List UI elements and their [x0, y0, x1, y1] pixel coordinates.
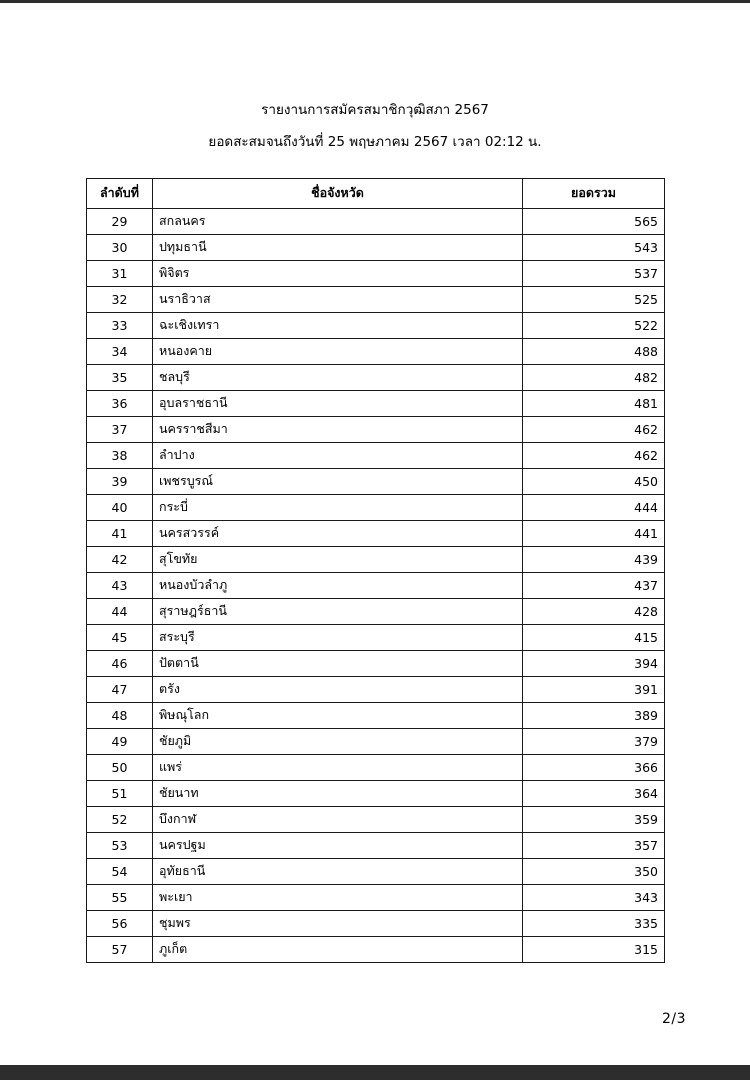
table-row — [87, 910, 665, 936]
province-registration-table — [86, 178, 665, 963]
table-row — [87, 442, 665, 468]
cell-total: 543 — [523, 234, 665, 260]
table-row — [87, 364, 665, 390]
table-row — [87, 390, 665, 416]
table-row — [87, 312, 665, 338]
table-row — [87, 676, 665, 702]
cell-rank: 38 — [87, 442, 153, 468]
cell-rank: 39 — [87, 468, 153, 494]
cell-rank: 40 — [87, 494, 153, 520]
cell-total: 482 — [523, 364, 665, 390]
table-row — [87, 468, 665, 494]
bottom-edge-bar — [0, 1065, 750, 1080]
table-row — [87, 728, 665, 754]
document-subtitle: ยอดสะสมจนถึงวันที่ 25 พฤษภาคม 2567 เวลา 02:12 น. — [208, 133, 542, 150]
cell-province-name: สระบุรี — [153, 624, 523, 650]
cell-province-name: นครปฐม — [153, 832, 523, 858]
cell-total: 428 — [523, 598, 665, 624]
cell-rank: 33 — [87, 312, 153, 338]
cell-rank: 52 — [87, 806, 153, 832]
cell-rank: 30 — [87, 234, 153, 260]
table-row — [87, 416, 665, 442]
cell-rank: 46 — [87, 650, 153, 676]
cell-rank: 37 — [87, 416, 153, 442]
cell-province-name: นครสวรรค์ — [153, 520, 523, 546]
cell-rank: 56 — [87, 910, 153, 936]
cell-rank: 50 — [87, 754, 153, 780]
table-row — [87, 546, 665, 572]
cell-rank: 55 — [87, 884, 153, 910]
cell-total: 439 — [523, 546, 665, 572]
cell-rank: 49 — [87, 728, 153, 754]
cell-rank: 45 — [87, 624, 153, 650]
table-row — [87, 260, 665, 286]
table-row — [87, 598, 665, 624]
column-header-province-name: ชื่อจังหวัด — [153, 178, 523, 208]
cell-total: 357 — [523, 832, 665, 858]
cell-rank: 54 — [87, 858, 153, 884]
table-row — [87, 520, 665, 546]
cell-province-name: พิจิตร — [153, 260, 523, 286]
table-body — [87, 208, 665, 962]
cell-province-name: กระบี่ — [153, 494, 523, 520]
document-page — [0, 3, 750, 1065]
cell-total: 359 — [523, 806, 665, 832]
cell-province-name: ชัยภูมิ — [153, 728, 523, 754]
table-header-row — [87, 178, 665, 208]
cell-province-name: แพร่ — [153, 754, 523, 780]
cell-province-name: สกลนคร — [153, 208, 523, 234]
cell-total: 350 — [523, 858, 665, 884]
cell-province-name: สุราษฎร์ธานี — [153, 598, 523, 624]
cell-total: 441 — [523, 520, 665, 546]
cell-total: 343 — [523, 884, 665, 910]
cell-rank: 48 — [87, 702, 153, 728]
title-block — [0, 3, 750, 150]
column-header-total: ยอดรวม — [523, 178, 665, 208]
cell-province-name: หนองคาย — [153, 338, 523, 364]
cell-province-name: หนองบัวลำภู — [153, 572, 523, 598]
table-row — [87, 884, 665, 910]
cell-province-name: ฉะเชิงเทรา — [153, 312, 523, 338]
table-row — [87, 624, 665, 650]
cell-rank: 44 — [87, 598, 153, 624]
cell-total: 394 — [523, 650, 665, 676]
cell-total: 488 — [523, 338, 665, 364]
cell-total: 391 — [523, 676, 665, 702]
cell-province-name: บึงกาฬ — [153, 806, 523, 832]
table-row — [87, 858, 665, 884]
cell-total: 565 — [523, 208, 665, 234]
cell-province-name: นครราชสีมา — [153, 416, 523, 442]
cell-province-name: สุโขทัย — [153, 546, 523, 572]
cell-rank: 34 — [87, 338, 153, 364]
cell-total: 525 — [523, 286, 665, 312]
cell-rank: 32 — [87, 286, 153, 312]
table-row — [87, 234, 665, 260]
cell-province-name: พิษณุโลก — [153, 702, 523, 728]
cell-total: 537 — [523, 260, 665, 286]
table-row — [87, 650, 665, 676]
table-row — [87, 572, 665, 598]
cell-province-name: ชัยนาท — [153, 780, 523, 806]
page-number: 2/3 — [661, 1011, 686, 1027]
table-row — [87, 754, 665, 780]
cell-rank: 57 — [87, 936, 153, 962]
cell-rank: 42 — [87, 546, 153, 572]
cell-rank: 35 — [87, 364, 153, 390]
cell-total: 481 — [523, 390, 665, 416]
report-table-container — [86, 150, 664, 963]
cell-rank: 29 — [87, 208, 153, 234]
cell-total: 364 — [523, 780, 665, 806]
cell-rank: 47 — [87, 676, 153, 702]
cell-province-name: นราธิวาส — [153, 286, 523, 312]
table-row — [87, 832, 665, 858]
cell-rank: 53 — [87, 832, 153, 858]
document-title: รายงานการสมัครสมาชิกวุฒิสภา 2567 — [261, 102, 489, 118]
cell-total: 315 — [523, 936, 665, 962]
table-row — [87, 208, 665, 234]
cell-total: 366 — [523, 754, 665, 780]
cell-province-name: ลำปาง — [153, 442, 523, 468]
table-row — [87, 286, 665, 312]
cell-province-name: เพชรบูรณ์ — [153, 468, 523, 494]
table-header — [87, 178, 665, 208]
cell-province-name: ภูเก็ต — [153, 936, 523, 962]
table-row — [87, 494, 665, 520]
cell-total: 522 — [523, 312, 665, 338]
cell-total: 415 — [523, 624, 665, 650]
cell-total: 462 — [523, 416, 665, 442]
cell-total: 437 — [523, 572, 665, 598]
cell-province-name: ปทุมธานี — [153, 234, 523, 260]
cell-province-name: ปัตตานี — [153, 650, 523, 676]
cell-rank: 36 — [87, 390, 153, 416]
column-header-rank: ลำดับที่ — [87, 178, 153, 208]
cell-total: 335 — [523, 910, 665, 936]
cell-province-name: อุทัยธานี — [153, 858, 523, 884]
cell-province-name: ตรัง — [153, 676, 523, 702]
cell-rank: 31 — [87, 260, 153, 286]
cell-rank: 51 — [87, 780, 153, 806]
cell-total: 444 — [523, 494, 665, 520]
cell-total: 462 — [523, 442, 665, 468]
table-row — [87, 936, 665, 962]
cell-total: 389 — [523, 702, 665, 728]
table-row — [87, 338, 665, 364]
cell-province-name: อุบลราชธานี — [153, 390, 523, 416]
cell-province-name: ชลบุรี — [153, 364, 523, 390]
table-row — [87, 780, 665, 806]
cell-rank: 41 — [87, 520, 153, 546]
table-row — [87, 806, 665, 832]
cell-province-name: พะเยา — [153, 884, 523, 910]
cell-province-name: ชุมพร — [153, 910, 523, 936]
cell-total: 379 — [523, 728, 665, 754]
cell-rank: 43 — [87, 572, 153, 598]
table-row — [87, 702, 665, 728]
cell-total: 450 — [523, 468, 665, 494]
